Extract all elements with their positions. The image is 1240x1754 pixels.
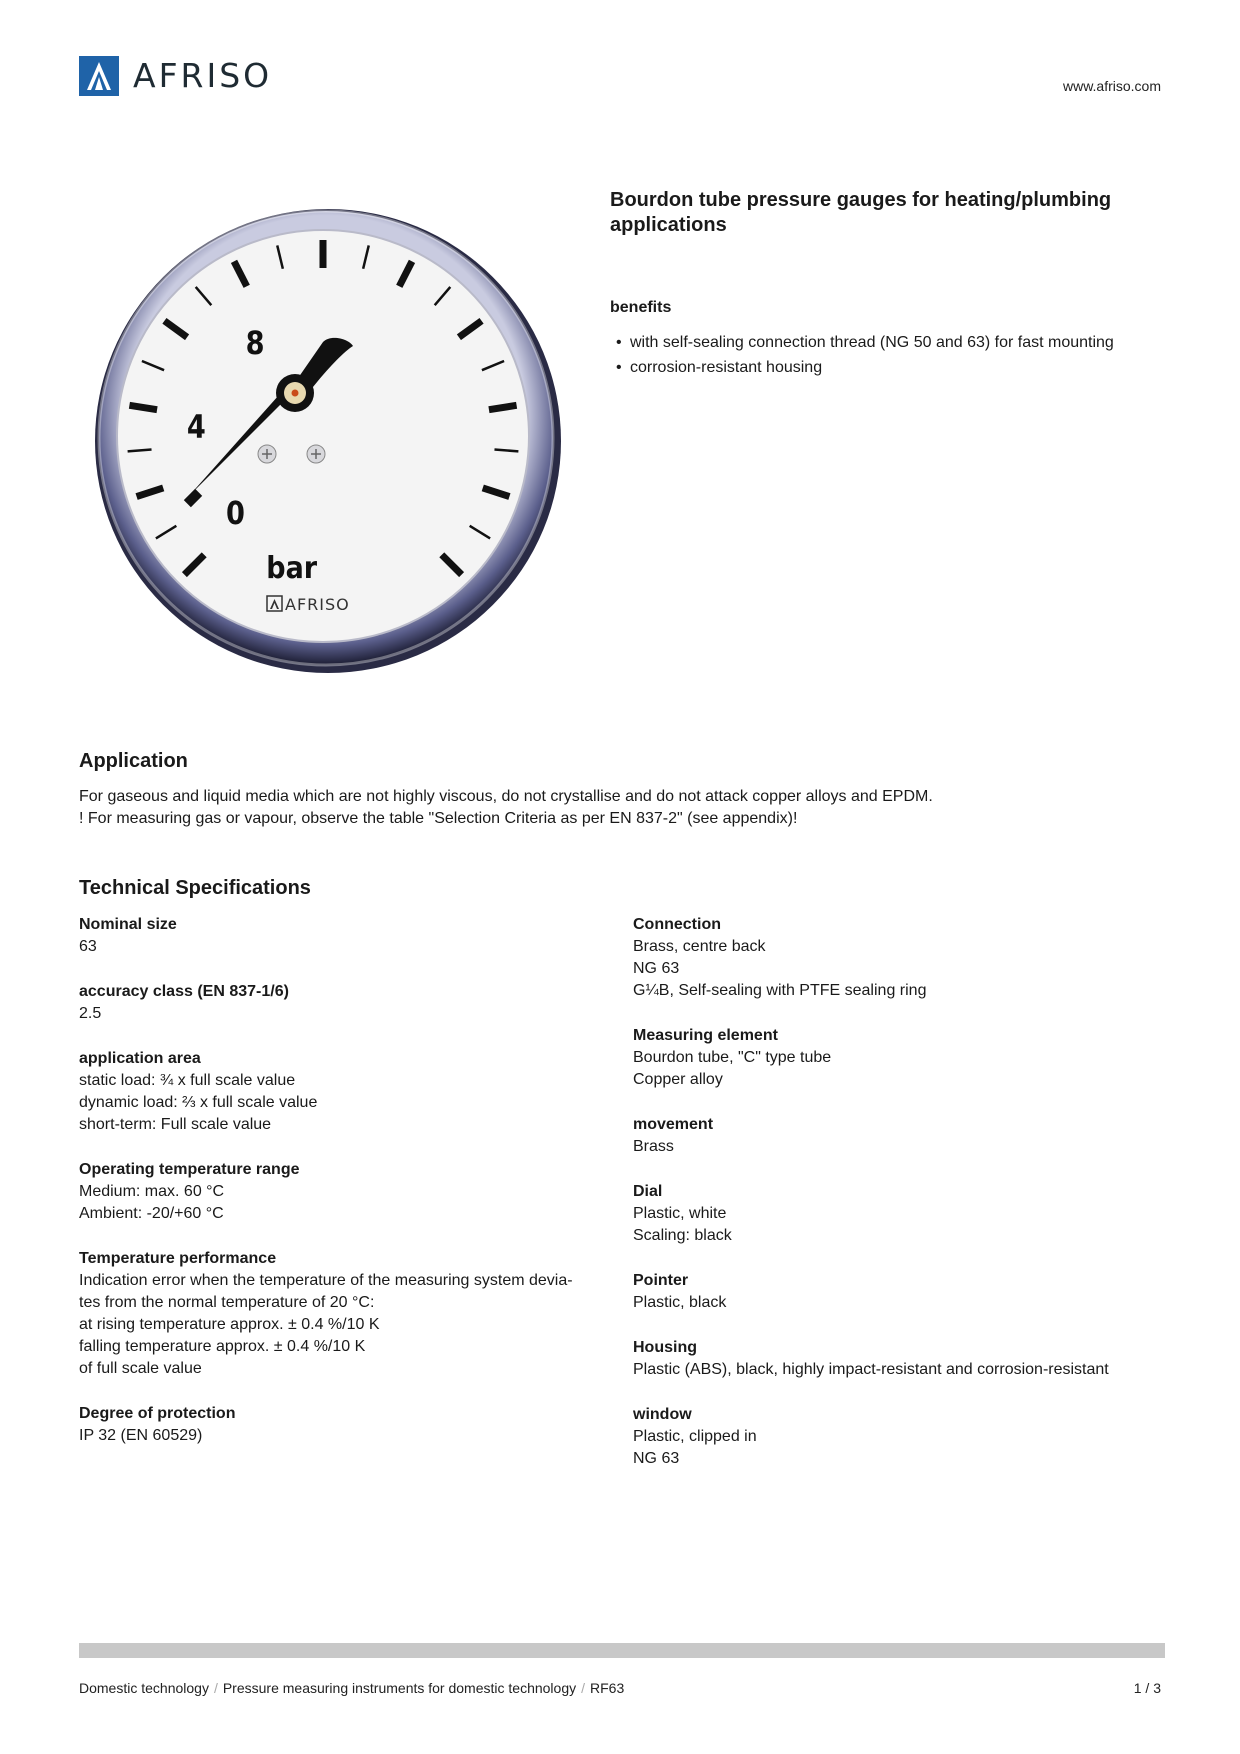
spec-value: G¼B, Self-sealing with PTFE sealing ring xyxy=(633,982,927,999)
list-item: • corrosion-resistant housing xyxy=(610,355,1114,380)
spec-label: Nominal size xyxy=(79,916,177,933)
spec-degree-of-protection xyxy=(79,1403,609,1447)
spec-value: dynamic load: ⅔ x full scale value xyxy=(79,1094,318,1111)
spec-value: Plastic, clipped in xyxy=(633,1428,757,1445)
spec-dial xyxy=(633,1181,1163,1247)
spec-value: short-term: Full scale value xyxy=(79,1116,272,1133)
spec-label: Pointer xyxy=(633,1272,689,1289)
spec-value: Copper alloy xyxy=(633,1071,723,1088)
breadcrumb-separator: / xyxy=(213,1680,218,1696)
spec-value: Plastic, black xyxy=(633,1294,727,1311)
spec-value: 2.5 xyxy=(79,1005,102,1022)
dial-brand-text: AFRISO xyxy=(285,595,350,614)
gauge-unit: bar xyxy=(266,550,318,586)
spec-value: Indication error when the temperature of the measuring system devia- xyxy=(79,1272,573,1289)
spec-nominal-size xyxy=(79,914,609,958)
breadcrumb xyxy=(79,1680,624,1696)
spec-label: Connection xyxy=(633,916,721,933)
spec-value: NG 63 xyxy=(633,960,680,977)
application-line: For gaseous and liquid media which are not highly viscous, do not crystallise and do not attack copper alloys and EPDM. xyxy=(79,788,933,805)
spec-value: Bourdon tube, "C" type tube xyxy=(633,1049,832,1066)
spec-value: Brass xyxy=(633,1138,674,1155)
spec-window xyxy=(633,1404,1163,1470)
website-url[interactable]: www.afriso.com xyxy=(1062,78,1161,94)
scale-label-0: 0 xyxy=(226,494,245,533)
specs-right-column xyxy=(633,914,1163,1493)
spec-value: Plastic, white xyxy=(633,1205,727,1222)
breadcrumb-separator: / xyxy=(581,1680,586,1696)
spec-value: falling temperature approx. ± 0.4 %/10 K xyxy=(79,1338,366,1355)
breadcrumb-item[interactable]: Pressure measuring instruments for domestic technology xyxy=(222,1680,577,1696)
tech-specs-heading: Technical Specifications xyxy=(79,877,311,899)
benefits-list xyxy=(610,330,1114,380)
footer-divider xyxy=(79,1643,1165,1658)
pressure-gauge-image xyxy=(91,204,561,674)
afriso-logo-icon xyxy=(79,56,119,96)
benefits-heading: benefits xyxy=(610,299,672,316)
specs-left-column xyxy=(79,914,609,1470)
spec-accuracy-class xyxy=(79,981,609,1025)
breadcrumb-item: RF63 xyxy=(590,1680,625,1696)
spec-value: Ambient: -20/+60 °C xyxy=(79,1205,224,1222)
gauge-dial xyxy=(117,230,529,642)
spec-movement xyxy=(633,1114,1163,1158)
spec-value: Medium: max. 60 °C xyxy=(79,1183,225,1200)
spec-value: Plastic (ABS), black, highly impact-resistant and corrosion-resistant xyxy=(633,1361,1109,1378)
spec-value: at rising temperature approx. ± 0.4 %/10 K xyxy=(79,1316,380,1333)
product-title: Bourdon tube pressure gauges for heating/plumbing applications xyxy=(610,189,1112,236)
major-tick xyxy=(489,405,517,409)
scale-label-4: 8 xyxy=(245,324,265,363)
spec-housing xyxy=(633,1337,1163,1381)
scale-label-2: 4 xyxy=(186,408,206,447)
spec-label: accuracy class (EN 837-1/6) xyxy=(79,983,289,1000)
spec-value: NG 63 xyxy=(633,1450,680,1467)
page-number: 1 / 3 xyxy=(1133,1680,1161,1696)
application-text xyxy=(79,786,1169,830)
spec-measuring-element xyxy=(633,1025,1163,1091)
list-item: • with self-sealing connection thread (NG 50 and 63) for fast mounting xyxy=(610,330,1114,355)
application-heading: Application xyxy=(79,750,188,772)
major-tick xyxy=(129,405,157,409)
spec-label: Housing xyxy=(633,1339,697,1356)
spec-value: 63 xyxy=(79,938,97,955)
spec-connection xyxy=(633,914,1163,1002)
spec-operating-temperature xyxy=(79,1159,609,1225)
spec-label: Dial xyxy=(633,1183,663,1200)
spec-value: tes from the normal temperature of 20 °C: xyxy=(79,1294,375,1311)
spec-label: application area xyxy=(79,1050,201,1067)
spec-value: static load: ¾ x full scale value xyxy=(79,1072,296,1089)
spec-value: IP 32 (EN 60529) xyxy=(79,1427,203,1444)
brand-logo xyxy=(79,56,272,96)
brand-name: AFRISO xyxy=(133,56,273,95)
spec-pointer xyxy=(633,1270,1163,1314)
spec-label: window xyxy=(633,1406,692,1423)
spec-value: of full scale value xyxy=(79,1360,202,1377)
spec-label: movement xyxy=(633,1116,714,1133)
breadcrumb-item[interactable]: Domestic technology xyxy=(79,1680,209,1696)
spec-value: Scaling: black xyxy=(633,1227,732,1244)
spec-temperature-performance xyxy=(79,1248,609,1380)
spec-value: Brass, centre back xyxy=(633,938,766,955)
spec-label: Operating temperature range xyxy=(79,1161,300,1178)
spec-label: Temperature performance xyxy=(79,1250,277,1267)
spec-label: Measuring element xyxy=(633,1027,778,1044)
application-line: ! For measuring gas or vapour, observe the table "Selection Criteria as per EN 837-2" (see appendix)! xyxy=(79,810,798,827)
spec-label: Degree of protection xyxy=(79,1405,236,1422)
spec-application-area xyxy=(79,1048,609,1136)
